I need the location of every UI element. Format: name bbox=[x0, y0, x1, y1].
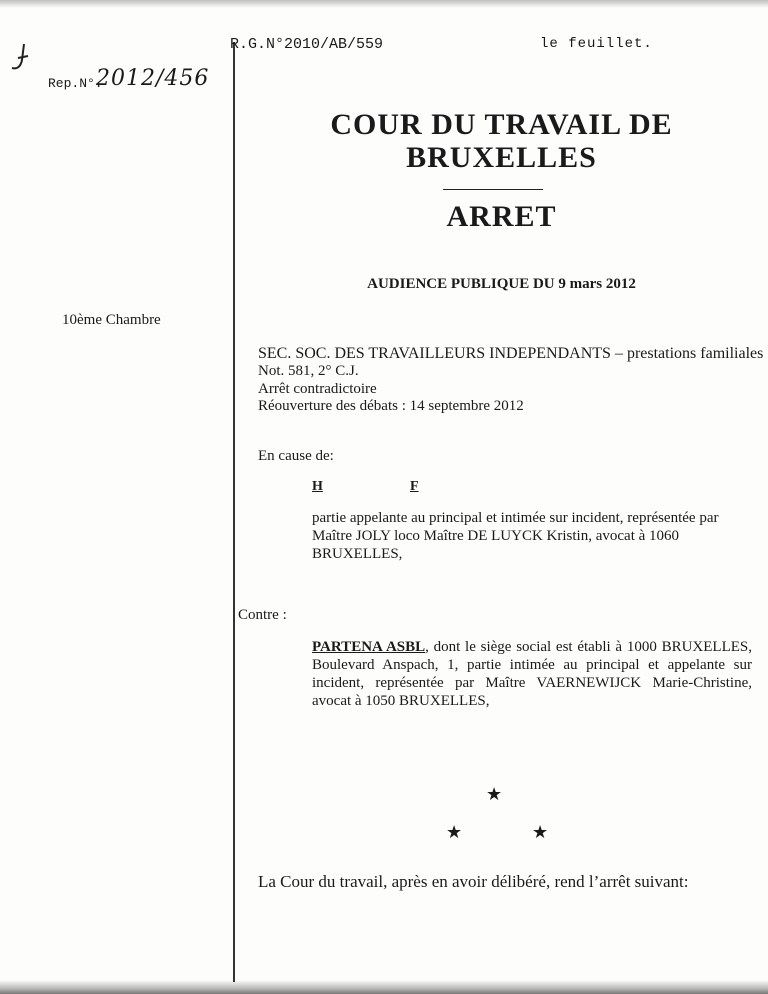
rg-number: R.G.N°2010/AB/559 bbox=[230, 36, 384, 53]
scan-bottom-edge bbox=[0, 980, 768, 994]
en-cause-label: En cause de: bbox=[258, 448, 334, 464]
party2-name: PARTENA ASBL bbox=[312, 639, 426, 655]
party1-initial-first: H bbox=[312, 479, 323, 494]
contre-label: Contre : bbox=[238, 607, 287, 623]
rep-number-handwritten: 2012/456 bbox=[96, 66, 210, 91]
margin-rule bbox=[233, 42, 235, 982]
case-judgment-type: Arrêt contradictoire bbox=[258, 381, 377, 397]
chamber-label: 10ème Chambre bbox=[62, 312, 161, 328]
separator-star-icon: ★ bbox=[532, 822, 549, 842]
party1-initial-second: F bbox=[410, 479, 419, 494]
separator-star-icon: ★ bbox=[486, 784, 503, 804]
closing-sentence: La Cour du travail, après en avoir délibéré, rend l’arrêt suivant: bbox=[258, 872, 689, 891]
court-name-line1: COUR DU TRAVAIL DE bbox=[330, 108, 673, 141]
case-subject: SEC. SOC. DES TRAVAILLEURS INDEPENDANTS – prestations familiales bbox=[258, 345, 764, 362]
party2-description: , dont le siège social est établi à 1000 BRUXELLES, Boulevard Anspach, 1, partie intimée au principal et appelante sur incident, représentée par Maître VAERNEWIJCK Marie-Christine, avocat à 1050 BRUXELLES, bbox=[312, 639, 752, 709]
case-reopening: Réouverture des débats : 14 septembre 2012 bbox=[258, 398, 524, 414]
party1-description: partie appelante au principal et intimée sur incident, représentée par Maître JOLY loco Maître DE LUYCK Kristin, avocat à 1060 BRUXELLES, bbox=[312, 510, 719, 562]
corner-scribble-icon bbox=[4, 40, 44, 80]
court-name-line2: BRUXELLES bbox=[406, 141, 597, 174]
document-type-title: ARRET bbox=[446, 200, 557, 233]
party2-block bbox=[312, 638, 752, 710]
separator-star-icon: ★ bbox=[446, 822, 463, 842]
audience-date: AUDIENCE PUBLIQUE DU 9 mars 2012 bbox=[367, 276, 636, 292]
sheet-label: le feuillet. bbox=[540, 36, 653, 52]
title-divider bbox=[443, 189, 543, 190]
case-notation: Not. 581, 2° C.J. bbox=[258, 363, 359, 379]
scan-top-edge bbox=[0, 0, 768, 8]
rep-label: Rep.N°. bbox=[48, 76, 103, 91]
